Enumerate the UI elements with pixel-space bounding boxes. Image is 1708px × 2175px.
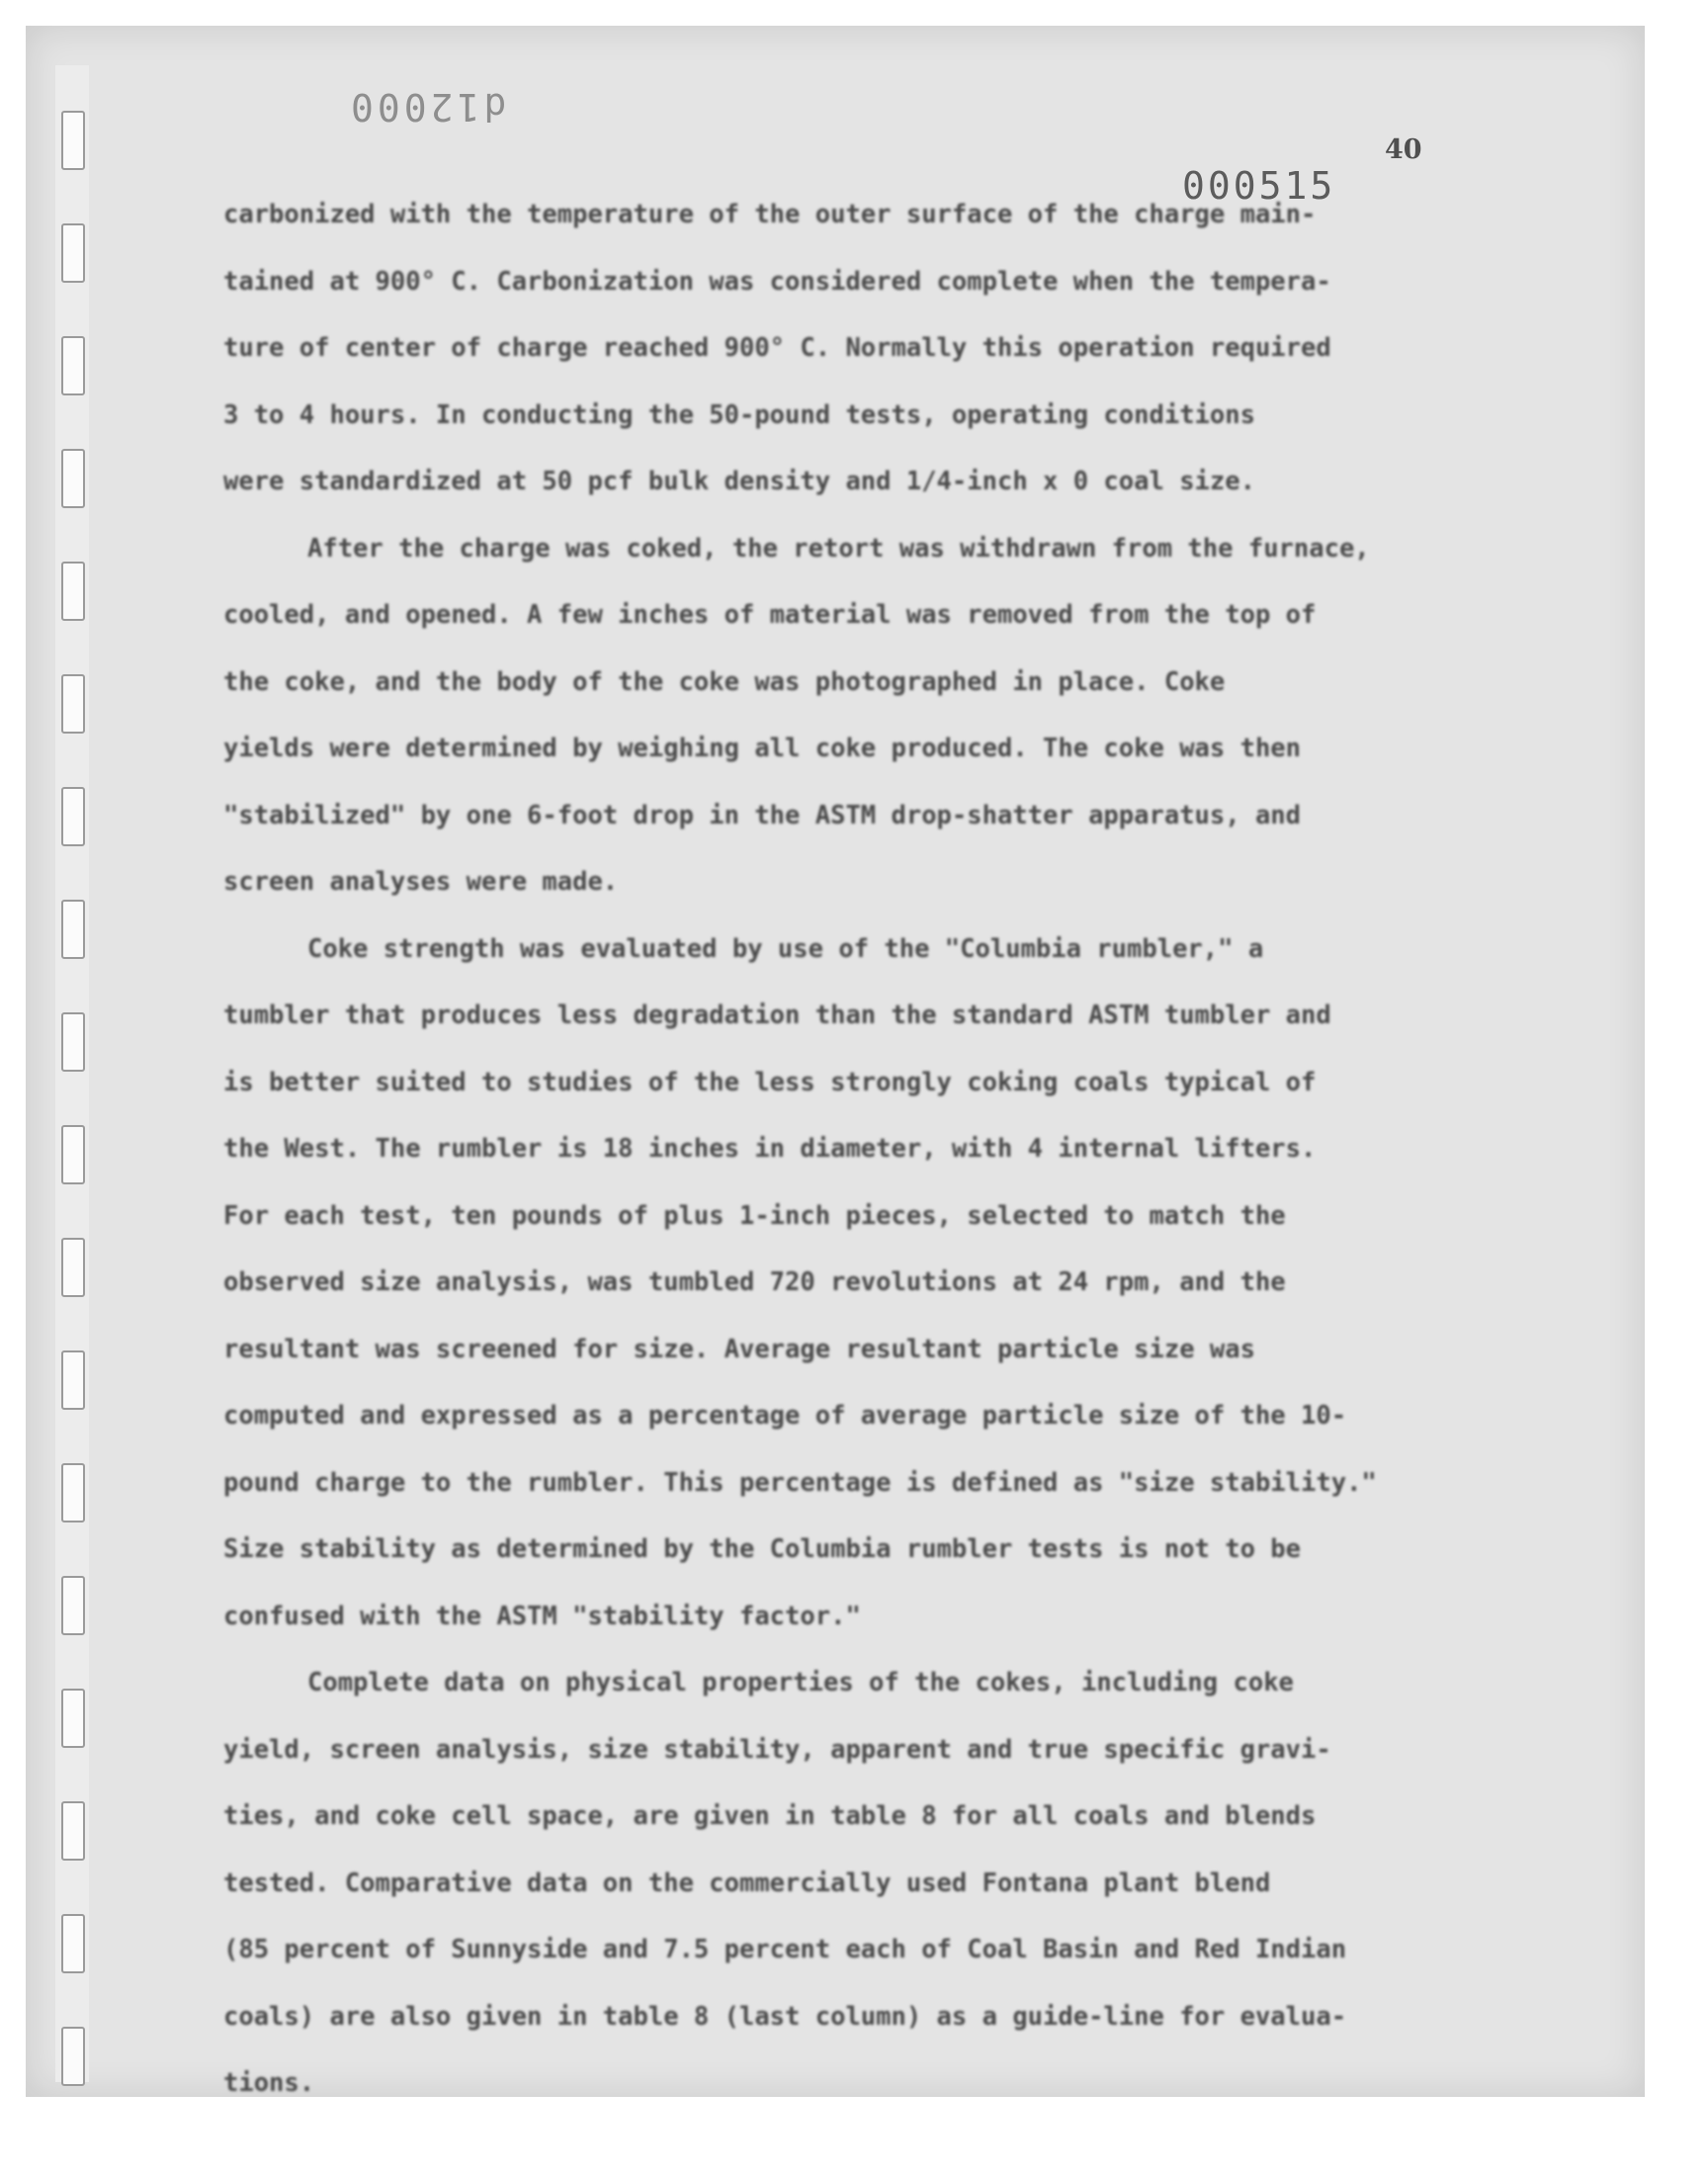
text-line: tumbler that produces less degradation than the standard ASTM tumbler and xyxy=(223,1000,1331,1030)
text-line: tained at 900° C. Carbonization was considered complete when the tempera- xyxy=(223,266,1331,297)
text-line: Complete data on physical properties of the cokes, including coke xyxy=(307,1668,1294,1697)
text-line: screen analyses were made. xyxy=(223,867,619,897)
binder-hole xyxy=(61,1350,85,1410)
binder-hole xyxy=(61,1801,85,1861)
paragraph xyxy=(223,916,1548,1651)
binder-hole xyxy=(61,111,85,170)
text-line: carbonized with the temperature of the outer surface of the charge main- xyxy=(223,200,1317,229)
binder-hole xyxy=(61,900,85,959)
text-line: computed and expressed as a percentage of average particle size of the 10- xyxy=(223,1401,1347,1431)
text-line: observed size analysis, was tumbled 720 revolutions at 24 rpm, and the xyxy=(223,1267,1286,1297)
binder-hole xyxy=(61,1914,85,1973)
binder-hole xyxy=(61,336,85,395)
text-line: "stabilized" by one 6-foot drop in the ASTM drop-shatter apparatus, and xyxy=(223,800,1302,830)
binder-hole xyxy=(61,223,85,283)
binder-hole xyxy=(61,1012,85,1072)
paragraph xyxy=(223,516,1548,916)
text-line: ture of center of charge reached 900° C. Normally this operation required xyxy=(223,333,1331,363)
text-line: cooled, and opened. A few inches of material was removed from the top of xyxy=(223,600,1317,630)
binder-hole xyxy=(61,787,85,846)
document-control-number: 000515 xyxy=(1182,164,1336,208)
text-line: Coke strength was evaluated by use of the "Columbia rumbler," a xyxy=(307,933,1264,964)
text-line: yield, screen analysis, size stability, apparent and true specific gravi- xyxy=(223,1734,1331,1765)
binder-hole xyxy=(61,2027,85,2086)
scanned-page xyxy=(26,26,1645,2097)
text-line: the West. The rumbler is 18 inches in diameter, with 4 internal lifters. xyxy=(223,1134,1317,1164)
binder-hole xyxy=(61,1238,85,1297)
text-line: coals) are also given in table 8 (last column) as a guide-line for evalua- xyxy=(223,2001,1347,2032)
text-line: tested. Comparative data on the commercially used Fontana plant blend xyxy=(223,1868,1271,1898)
text-line: confused with the ASTM "stability factor." xyxy=(223,1601,861,1631)
text-line: yields were determined by weighing all coke produced. The coke was then xyxy=(223,734,1302,763)
inverted-document-stamp: d12000 xyxy=(347,85,507,129)
text-line: After the charge was coked, the retort was withdrawn from the furnace, xyxy=(307,533,1370,564)
text-line: were standardized at 50 pcf bulk density and 1/4-inch x 0 coal size. xyxy=(223,467,1255,496)
text-line: resultant was screened for size. Average resultant particle size was xyxy=(223,1334,1255,1364)
text-line: 3 to 4 hours. In conducting the 50-pound tests, operating conditions xyxy=(223,399,1255,430)
text-line: pound charge to the rumbler. This percentage is defined as "size stability." xyxy=(223,1467,1377,1498)
body-text xyxy=(223,182,1548,2097)
binder-hole xyxy=(61,449,85,508)
paragraph xyxy=(223,182,1548,516)
text-line: is better suited to studies of the less strongly coking coals typical of xyxy=(223,1067,1317,1097)
paragraph xyxy=(223,1650,1548,2097)
text-line: (85 percent of Sunnyside and 7.5 percent each of Coal Basin and Red Indian xyxy=(223,1935,1347,1964)
text-line: tions. xyxy=(223,2068,315,2097)
binder-hole-strip xyxy=(55,65,89,2082)
page-number: 40 xyxy=(1385,134,1422,165)
binder-hole xyxy=(61,674,85,734)
binder-hole xyxy=(61,1689,85,1748)
text-line: Size stability as determined by the Columbia rumbler tests is not to be xyxy=(223,1534,1302,1564)
binder-hole xyxy=(61,1576,85,1635)
text-line: ties, and coke cell space, are given in table 8 for all coals and blends xyxy=(223,1801,1317,1831)
binder-hole xyxy=(61,1125,85,1184)
binder-hole xyxy=(61,1463,85,1522)
text-line: For each test, ten pounds of plus 1-inch pieces, selected to match the xyxy=(223,1200,1286,1231)
text-line: the coke, and the body of the coke was photographed in place. Coke xyxy=(223,666,1226,697)
binder-hole xyxy=(61,562,85,621)
